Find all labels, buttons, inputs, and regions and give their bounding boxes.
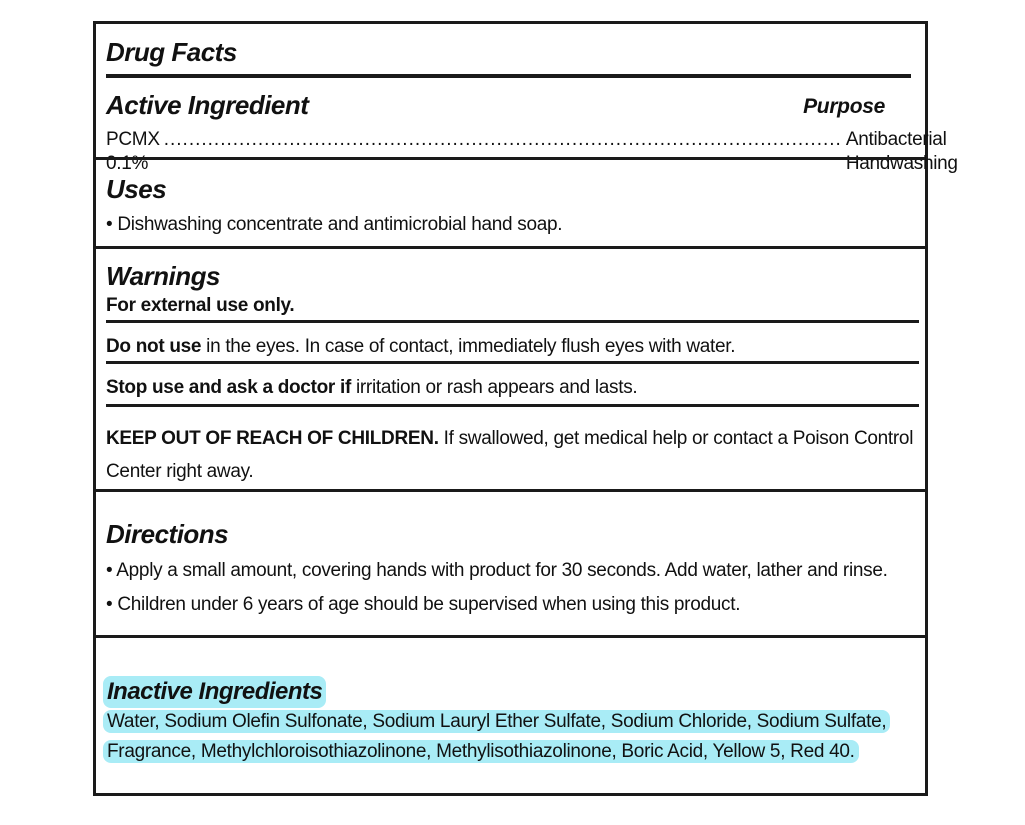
keep-out-line-2: Center right away. <box>106 461 254 482</box>
warnings-heading: Warnings <box>106 261 220 291</box>
do-not-use-text: in the eyes. In case of contact, immediately flush eyes with water. <box>201 336 736 357</box>
directions-item: • Apply a small amount, covering hands with product for 30 seconds. Add water, lather and rinse. <box>106 560 888 581</box>
inactive-text-1: Water, Sodium Olefin Sulfonate, Sodium Lauryl Ether Sulfate, Sodium Chloride, Sodium Sulfate, <box>103 710 890 733</box>
section-divider <box>96 157 925 160</box>
uses-item: • Dishwashing concentrate and antimicrobial hand soap. <box>106 214 563 235</box>
stop-use-label: Stop use and ask a doctor if <box>106 377 351 398</box>
section-divider <box>96 246 925 249</box>
active-ingredient-heading: Active Ingredient <box>106 90 309 120</box>
section-divider <box>96 489 925 492</box>
directions-item: • Children under 6 years of age should be supervised when using this product. <box>106 594 741 615</box>
drug-facts-panel <box>93 21 958 796</box>
do-not-use-label: Do not use <box>106 336 202 357</box>
directions-heading: Directions <box>106 519 229 549</box>
active-ingredient-row <box>106 128 958 176</box>
purpose-heading: Purpose <box>803 95 885 118</box>
external-use-text: For external use only. <box>106 295 295 316</box>
title-rule <box>106 74 911 78</box>
ingredient-purpose: Antibacterial Handwashing <box>845 129 958 174</box>
warning-rule <box>106 361 919 364</box>
keep-out-line <box>106 427 913 451</box>
warning-rule <box>106 404 919 407</box>
do-not-use-line <box>106 335 735 359</box>
stop-use-line <box>106 376 637 400</box>
inactive-ingredients-heading: Inactive Ingredients <box>103 676 326 708</box>
drug-facts-title: Drug Facts <box>106 37 237 67</box>
inactive-line-1 <box>103 710 890 734</box>
inactive-text-2: Fragrance, Methylchloroisothiazolinone, Methylisothiazolinone, Boric Acid, Yellow 5, Red 40. <box>103 740 859 763</box>
ingredient-name: PCMX 0.1% <box>106 129 160 174</box>
warning-rule <box>106 320 919 323</box>
section-divider <box>96 635 925 638</box>
keep-out-text: If swallowed, get medical help or contact a Poison Control <box>438 428 914 449</box>
leader-dots: ............................................................................................................ <box>163 129 842 150</box>
uses-heading: Uses <box>106 174 167 204</box>
stop-use-text: irritation or rash appears and lasts. <box>350 377 638 398</box>
keep-out-label: KEEP OUT OF REACH OF CHILDREN. <box>106 428 439 449</box>
inactive-line-2 <box>103 740 859 764</box>
